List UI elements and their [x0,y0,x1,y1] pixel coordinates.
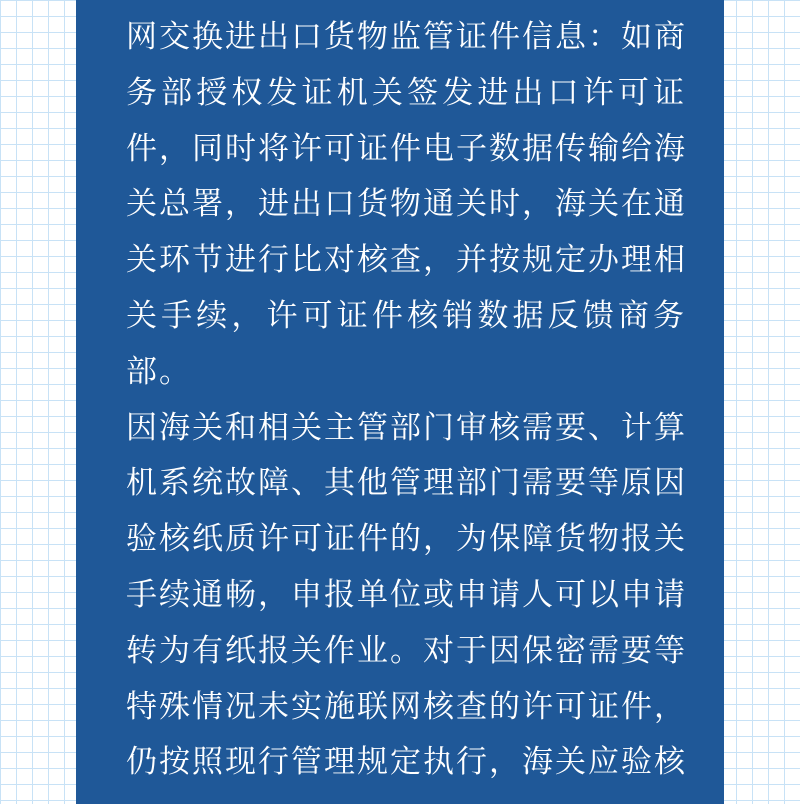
text-line: 关总署，进出口货物通关时，海关在通 [126,186,687,223]
article-text [126,10,686,791]
text-line: 特殊情况未实施联网核查的许可证件， [126,688,687,725]
content-panel [76,0,724,804]
paragraph-1 [126,10,686,401]
text-line: 件，同时将许可证件电子数据传输给海 [126,130,687,167]
text-line: 务部授权发证机关签发进出口许可证 [126,74,686,111]
paragraph-2 [126,401,686,792]
text-line: 转为有纸报关作业。对于因保密需要等 [126,632,687,669]
text-line: 仍按照现行管理规定执行，海关应验核 [126,744,687,781]
text-line: 关环节进行比对核查，并按规定办理相 [126,242,687,279]
text-line: 因海关和相关主管部门审核需要、计算 [126,409,687,446]
text-line: 部。 [126,353,192,390]
text-line: 机系统故障、其他管理部门需要等原因 [126,465,687,502]
text-line: 手续通畅，申报单位或申请人可以申请 [126,576,687,613]
text-line: 关手续，许可证件核销数据反馈商务 [126,297,686,334]
text-line: 验核纸质许可证件的，为保障货物报关 [126,521,687,558]
text-line: 网交换进出口货物监管证件信息：如商 [126,19,687,55]
